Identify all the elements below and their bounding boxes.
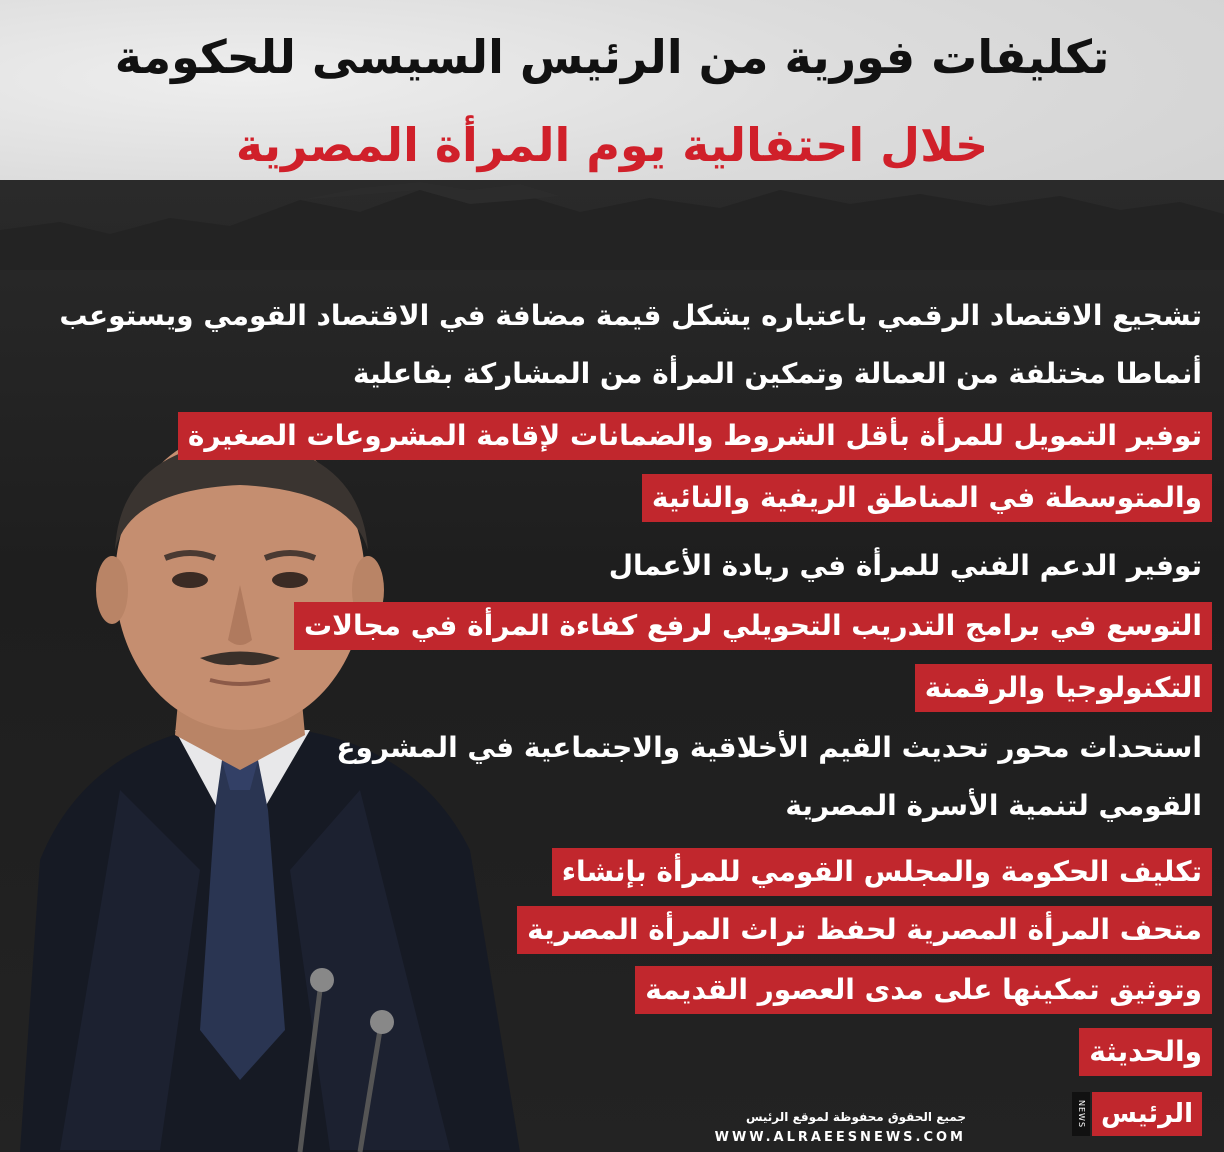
text-line-5: توفير الدعم الفني للمرأة في ريادة الأعمال (608, 549, 1202, 582)
website-url: WWW.ALRAEESNEWS.COM (714, 1130, 966, 1145)
portrait-image (0, 430, 560, 1152)
rights-notice: جميع الحقوق محفوظة لموقع الرئيس (745, 1110, 966, 1124)
text-line-13: والحديثة (1079, 1028, 1212, 1076)
text-line-9: القومي لتنمية الأسرة المصرية (785, 789, 1202, 822)
text-line-1: تشجيع الاقتصاد الرقمي باعتباره يشكل قيمة مضافة في الاقتصاد القومي ويستوعب (59, 299, 1202, 332)
text-line-2: أنماطا مختلفة من العمالة وتمكين المرأة من المشاركة بفاعلية (353, 357, 1202, 390)
subheadline: خلال احتفالية يوم المرأة المصرية (235, 118, 989, 172)
text-line-4: والمتوسطة في المناطق الريفية والنائية (642, 474, 1212, 522)
logo-news-tag: NEWS (1072, 1092, 1090, 1136)
text-line-8: استحداث محور تحديث القيم الأخلاقية والاجتماعية في المشروع (336, 731, 1202, 764)
text-line-6: التوسع في برامج التدريب التحويلي لرفع كفاءة المرأة في مجالات (294, 602, 1212, 650)
text-line-11: متحف المرأة المصرية لحفظ تراث المرأة المصرية (517, 906, 1212, 954)
torn-paper-edge (0, 160, 1224, 270)
text-line-7: التكنولوجيا والرقمنة (915, 664, 1212, 712)
headline: تكليفات فورية من الرئيس السيسى للحكومة (114, 30, 1110, 84)
text-line-10: تكليف الحكومة والمجلس القومي للمرأة بإنشاء (552, 848, 1212, 896)
text-line-3: توفير التمويل للمرأة بأقل الشروط والضمانات لإقامة المشروعات الصغيرة (178, 412, 1212, 460)
brand-logo: الرئيس (1092, 1092, 1202, 1136)
text-line-12: وتوثيق تمكينها على مدى العصور القديمة (635, 966, 1212, 1014)
